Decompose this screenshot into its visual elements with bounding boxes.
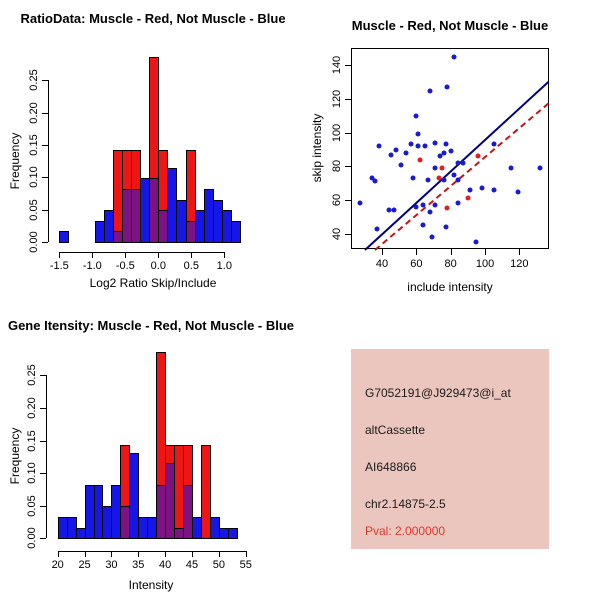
scatter-point-blue (421, 203, 426, 208)
scatter-point-blue (537, 166, 542, 171)
y-tick-label: 0.00 (28, 231, 40, 253)
scatter-ylabel: skip intensity (310, 113, 324, 183)
y-axis-tick (42, 80, 48, 81)
scatter-point-red (417, 157, 422, 162)
hist-bar-blue (59, 231, 69, 243)
y-axis-tick (345, 166, 351, 167)
x-tick-label: 60 (410, 258, 423, 270)
scatter-point-blue (491, 187, 496, 192)
scatter-point-blue (433, 166, 438, 171)
gene-intensity-histogram-xlabel: Intensity (128, 578, 174, 592)
scatter-point-blue (508, 166, 513, 171)
scatter-point-blue (392, 208, 397, 213)
scatter-point-blue (474, 240, 479, 245)
scatter-point-blue (460, 160, 465, 165)
scatter-point-blue (374, 226, 379, 231)
y-axis-tick (345, 200, 351, 201)
scatter-point-blue (414, 204, 419, 209)
accession-text: AI648866 (365, 460, 417, 474)
y-axis-tick (40, 506, 46, 507)
ratio-histogram-xlabel: Log2 Ratio Skip/Include (89, 276, 217, 290)
x-axis-tick (92, 252, 93, 258)
gene-info-panel (351, 349, 549, 549)
scatter-point-blue (393, 147, 398, 152)
x-axis-tick (382, 249, 383, 255)
y-tick-label: 0.15 (26, 429, 38, 452)
y-axis-tick (42, 177, 48, 178)
x-tick-label: 45 (185, 559, 199, 571)
scatter-point-blue (515, 189, 520, 194)
pval-text: Pval: 2.000000 (365, 524, 446, 538)
x-axis-tick (158, 252, 159, 258)
scatter-point-blue (467, 187, 472, 192)
x-axis-tick (485, 249, 486, 255)
scatter-point-blue (357, 201, 362, 206)
scatter-point-blue (479, 186, 484, 191)
y-axis-tick (345, 234, 351, 235)
y-tick-label: 120 (331, 89, 343, 109)
x-tick-label: 40 (159, 559, 172, 571)
scatter-point-blue (443, 224, 448, 229)
scatter-point-red (436, 176, 441, 181)
hist-bar-blue (228, 528, 238, 540)
scatter-point-blue (491, 142, 496, 147)
scatter-point-blue (433, 203, 438, 208)
y-tick-label: 40 (331, 227, 343, 240)
y-axis-tick (42, 242, 48, 243)
y-axis-line (46, 375, 47, 538)
x-axis-tick (59, 252, 60, 258)
chromosome-location-text: chr2.14875-2.5 (365, 497, 446, 511)
scatter-point-blue (452, 54, 457, 59)
scatter-point-blue (398, 162, 403, 167)
y-axis-tick (345, 65, 351, 66)
scatter-point-red (440, 166, 445, 171)
x-tick-label: 35 (132, 559, 145, 571)
gene-intensity-histogram-title: Gene Itensity: Muscle - Red, Not Muscle - Blue (7, 318, 295, 333)
y-axis-line (48, 80, 49, 242)
scatter-point-blue (414, 113, 419, 118)
x-tick-label: 50 (212, 559, 226, 571)
x-axis-tick (192, 551, 193, 557)
scatter-point-red (465, 196, 470, 201)
y-axis-tick (42, 113, 48, 114)
y-tick-label: 0.20 (28, 101, 40, 124)
scatter-point-blue (373, 179, 378, 184)
x-tick-label: 0.5 (183, 260, 199, 272)
scatter-point-blue (455, 201, 460, 206)
x-axis-tick (58, 551, 59, 557)
x-tick-label: 30 (105, 559, 118, 571)
y-axis-tick (42, 210, 48, 211)
y-tick-label: 100 (331, 123, 343, 142)
y-axis-tick (40, 408, 46, 409)
x-axis-line (58, 551, 246, 552)
x-axis-tick (165, 551, 166, 557)
x-axis-tick (219, 551, 220, 557)
x-axis-tick (224, 252, 225, 258)
probe-id-text: G7052191@J929473@i_at (365, 386, 511, 400)
y-tick-label: 0.25 (26, 364, 38, 387)
scatter-point-blue (433, 140, 438, 145)
scatter-point-blue (410, 176, 415, 181)
x-axis-line (59, 252, 224, 253)
scatter-point-blue (429, 235, 434, 240)
scatter-point-blue (445, 85, 450, 90)
y-tick-label: 0.15 (28, 134, 40, 156)
y-tick-label: 0.10 (26, 462, 38, 484)
x-tick-label: -1.5 (49, 260, 69, 272)
y-axis-tick (40, 441, 46, 442)
scatter-point-blue (388, 152, 393, 157)
y-axis-tick (345, 133, 351, 134)
scatter-point-blue (448, 149, 453, 154)
x-tick-label: -0.5 (115, 260, 135, 272)
x-axis-tick (416, 249, 417, 255)
scatter-point-red (476, 154, 481, 159)
x-axis-tick (111, 551, 112, 557)
x-tick-label: 25 (78, 559, 91, 571)
scatter-point-blue (409, 142, 414, 147)
scatter-point-blue (421, 223, 426, 228)
x-tick-label: -1.0 (82, 260, 102, 272)
hist-bar-blue (231, 221, 241, 243)
x-tick-label: 80 (444, 258, 457, 270)
scatter-point-blue (376, 144, 381, 149)
scatter-point-blue (455, 177, 460, 182)
y-tick-label: 0.10 (28, 166, 40, 189)
ratio-histogram-ylabel: Frequency (8, 132, 22, 190)
scatter-point-blue (438, 154, 443, 159)
y-tick-label: 0.05 (28, 198, 40, 221)
y-axis-tick (345, 99, 351, 100)
scatter-point-blue (426, 177, 431, 182)
x-tick-label: 55 (239, 559, 252, 571)
y-axis-tick (40, 375, 46, 376)
y-tick-label: 0.20 (26, 397, 38, 419)
x-axis-tick (246, 551, 247, 557)
x-tick-label: 1.0 (216, 260, 232, 272)
y-axis-tick (42, 145, 48, 146)
gene-intensity-histogram-ylabel: Frequency (8, 427, 22, 485)
scatter-point-blue (422, 144, 427, 149)
x-axis-tick (451, 249, 452, 255)
ratio-histogram-title: RatioData: Muscle - Red, Not Muscle - Blue (20, 11, 286, 26)
y-tick-label: 80 (331, 160, 343, 173)
x-axis-tick (519, 249, 520, 255)
scatter-point-red (445, 206, 450, 211)
y-axis-tick (40, 538, 46, 539)
x-axis-tick (191, 252, 192, 258)
y-tick-label: 0.00 (26, 527, 38, 550)
x-axis-tick (138, 551, 139, 557)
x-tick-label: 20 (51, 559, 64, 571)
y-tick-label: 0.05 (26, 494, 38, 517)
x-tick-label: 100 (475, 258, 495, 270)
scatter-point-blue (443, 142, 448, 147)
y-tick-label: 60 (331, 193, 343, 207)
x-tick-label: 40 (375, 258, 389, 270)
scatter-point-blue (416, 144, 421, 149)
y-tick-label: 0.25 (28, 69, 40, 91)
splice-type-text: altCassette (365, 423, 426, 437)
scatter-point-blue (416, 132, 421, 137)
scatter-point-blue (428, 209, 433, 214)
y-tick-label: 140 (331, 56, 343, 75)
scatter-title: Muscle - Red, Not Muscle - Blue (351, 18, 549, 33)
scatter-point-blue (428, 88, 433, 93)
x-axis-tick (85, 551, 86, 557)
y-axis-tick (40, 473, 46, 474)
scatter-point-blue (404, 150, 409, 155)
x-tick-label: 0.0 (150, 260, 166, 272)
x-axis-tick (125, 252, 126, 258)
scatter-xlabel: include intensity (407, 280, 493, 294)
x-tick-label: 120 (510, 258, 529, 270)
scatter-point-blue (441, 177, 446, 182)
